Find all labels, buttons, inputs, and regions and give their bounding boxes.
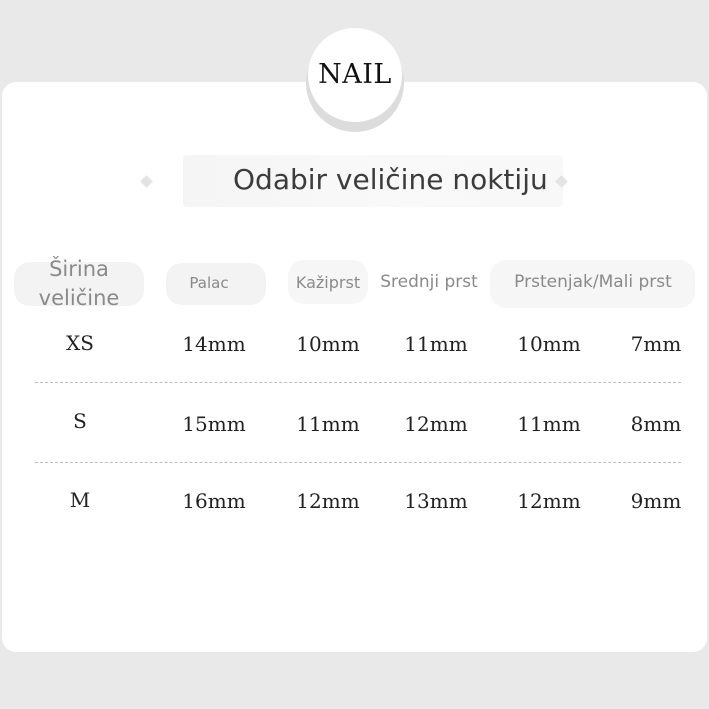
header-size-width-line2: veličine (38, 286, 120, 310)
page-title: Odabir veličine noktiju (233, 163, 548, 196)
row-size-s: S (73, 409, 87, 433)
header-size-width-line1: Širina (49, 257, 109, 281)
cell-s-ring: 11mm (517, 412, 581, 436)
cell-xs-pinky: 7mm (630, 332, 682, 356)
row-divider (35, 462, 681, 463)
row-size-m: M (69, 488, 91, 512)
cell-s-index: 11mm (296, 412, 360, 436)
cell-m-index: 12mm (296, 489, 360, 513)
cell-xs-middle: 11mm (404, 332, 468, 356)
badge-label: NAIL (318, 58, 392, 90)
cell-m-ring: 12mm (517, 489, 581, 513)
cell-s-pinky: 8mm (630, 412, 682, 436)
nail-badge (308, 28, 402, 122)
cell-s-middle: 12mm (404, 412, 468, 436)
cell-xs-index: 10mm (296, 332, 360, 356)
header-size-width (14, 254, 144, 314)
header-middle: Srednji prst (380, 272, 478, 292)
header-thumb: Palac (189, 274, 229, 292)
cell-m-middle: 13mm (404, 489, 468, 513)
row-size-xs: XS (66, 331, 94, 355)
cell-m-pinky: 9mm (630, 489, 682, 513)
header-index: Kažiprst (295, 272, 361, 292)
cell-m-thumb: 16mm (182, 489, 246, 513)
row-divider (35, 382, 681, 383)
header-ring-pinky: Prstenjak/Mali prst (514, 272, 672, 292)
cell-xs-ring: 10mm (517, 332, 581, 356)
cell-s-thumb: 15mm (182, 412, 246, 436)
cell-xs-thumb: 14mm (182, 332, 246, 356)
